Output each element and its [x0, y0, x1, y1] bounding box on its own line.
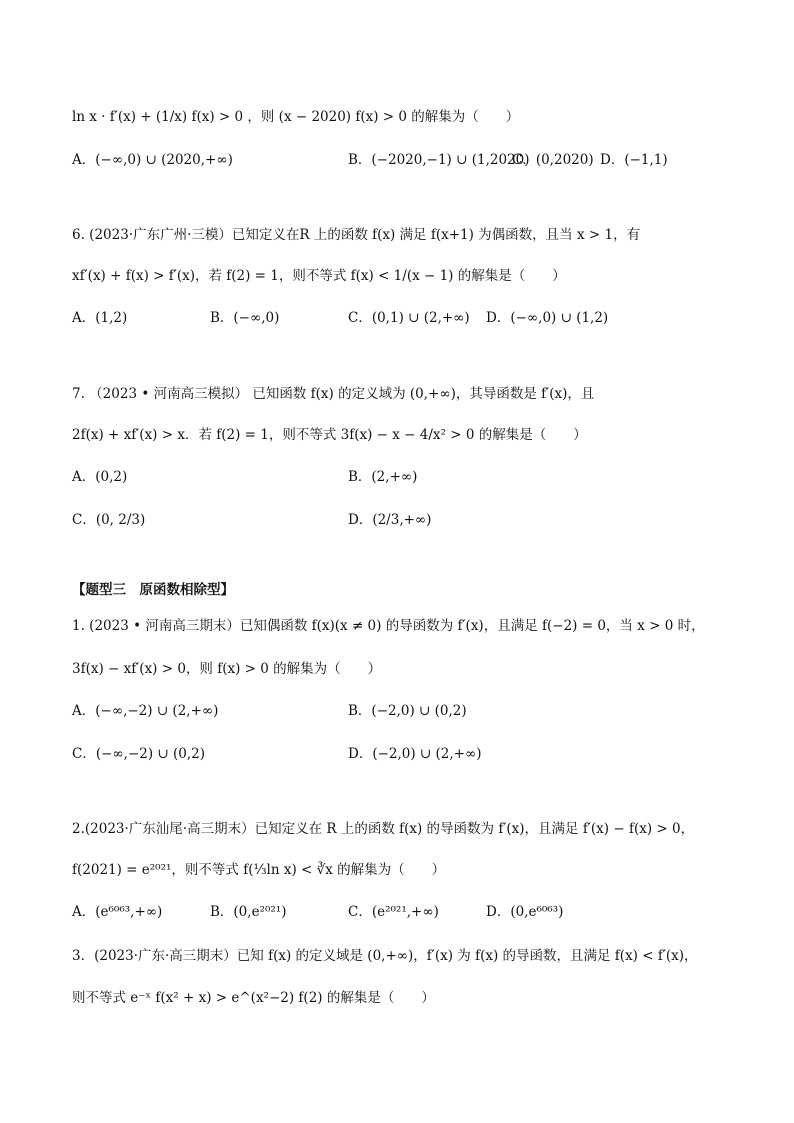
q7-option-a: A．(0,2): [72, 469, 128, 485]
s1-option-d: D．(−2,0) ∪ (2,+∞): [348, 746, 482, 762]
q7-stem-line1: 7. （2023 • 河南高三模拟） 已知函数 f(x) 的定义域为 (0,+∞)，其导函数是 f′(x)，且: [72, 386, 595, 402]
q7-option-d: D．(2/3,+∞): [348, 512, 432, 528]
q6-stem-line2: xf′(x) + f(x) > f′(x)，若 f(2) = 1，则不等式 f(x) < 1/(x − 1) 的解集是（ ）: [72, 268, 566, 284]
s2-option-a: A．(e⁶⁰⁶³,+∞): [72, 904, 163, 920]
s1-option-c: C．(−∞,−2) ∪ (0,2): [72, 746, 206, 762]
s3-stem-line2: 则不等式 e⁻ˣ f(x² + x) > e^(x²−2) f(2) 的解集是（ ）: [72, 990, 435, 1006]
s1-option-a: A．(−∞,−2) ∪ (2,+∞): [72, 703, 219, 719]
q5-option-b: B．(−2020,−1) ∪ (1,2020): [348, 152, 530, 168]
s1-stem-line2: 3f(x) − xf′(x) > 0，则 f(x) > 0 的解集为（ ）: [72, 661, 382, 677]
q5-option-c: C．(0,2020): [512, 152, 594, 168]
q5-stem-tail: ln x · f′(x) + (1/x) f(x) > 0 ，则 (x − 2020) f(x) > 0 的解集为（ ）: [72, 109, 520, 125]
s2-stem-line1: 2.(2023·广东汕尾·高三期末）已知定义在 R 上的函数 f(x) 的导函数为 f′(x)，且满足 f′(x) − f(x) > 0，: [72, 821, 695, 837]
s3-stem-line1: 3．(2023·广东·高三期末）已知 f(x) 的定义域是 (0,+∞)，f′(x) 为 f(x) 的导函数，且满足 f(x) < f′(x)，: [72, 948, 698, 964]
s1-stem-line1: 1. (2023 • 河南高三期末）已知偶函数 f(x)(x ≠ 0) 的导函数为 f′(x)，且满足 f(−2) = 0，当 x > 0 时，: [72, 618, 705, 634]
s2-option-b: B．(0,e²⁰²¹): [210, 904, 287, 920]
q6-stem-line1: 6. (2023·广东广州·三模）已知定义在R 上的函数 f(x) 满足 f(x+1) 为偶函数，且当 x > 1，有: [72, 227, 641, 243]
q6-option-c: C．(0,1) ∪ (2,+∞): [348, 310, 470, 326]
q6-option-a: A．(1,2): [72, 310, 128, 326]
q6-option-b: B．(−∞,0): [210, 310, 280, 326]
q5-option-d: D．(−1,1): [600, 152, 668, 168]
q6-option-d: D．(−∞,0) ∪ (1,2): [486, 310, 609, 326]
s1-option-b: B．(−2,0) ∪ (0,2): [348, 703, 467, 719]
section-title: 【题型三 原函数相除型】: [72, 582, 234, 598]
q7-option-b: B．(2,+∞): [348, 469, 418, 485]
q7-option-c: C．(0, 2/3): [72, 512, 146, 528]
s2-option-d: D．(0,e⁶⁰⁶³): [486, 904, 564, 920]
q5-option-a: A．(−∞,0) ∪ (2020,+∞): [72, 152, 233, 168]
s2-stem-line2: f(2021) = e²⁰²¹，则不等式 f(⅓ln x) < ∛x 的解集为（ ）: [72, 862, 446, 878]
s2-option-c: C．(e²⁰²¹,+∞): [348, 904, 439, 920]
q7-stem-line2: 2f(x) + xf′(x) > x．若 f(2) = 1，则不等式 3f(x) − x − 4/x² > 0 的解集是（ ）: [72, 427, 587, 443]
